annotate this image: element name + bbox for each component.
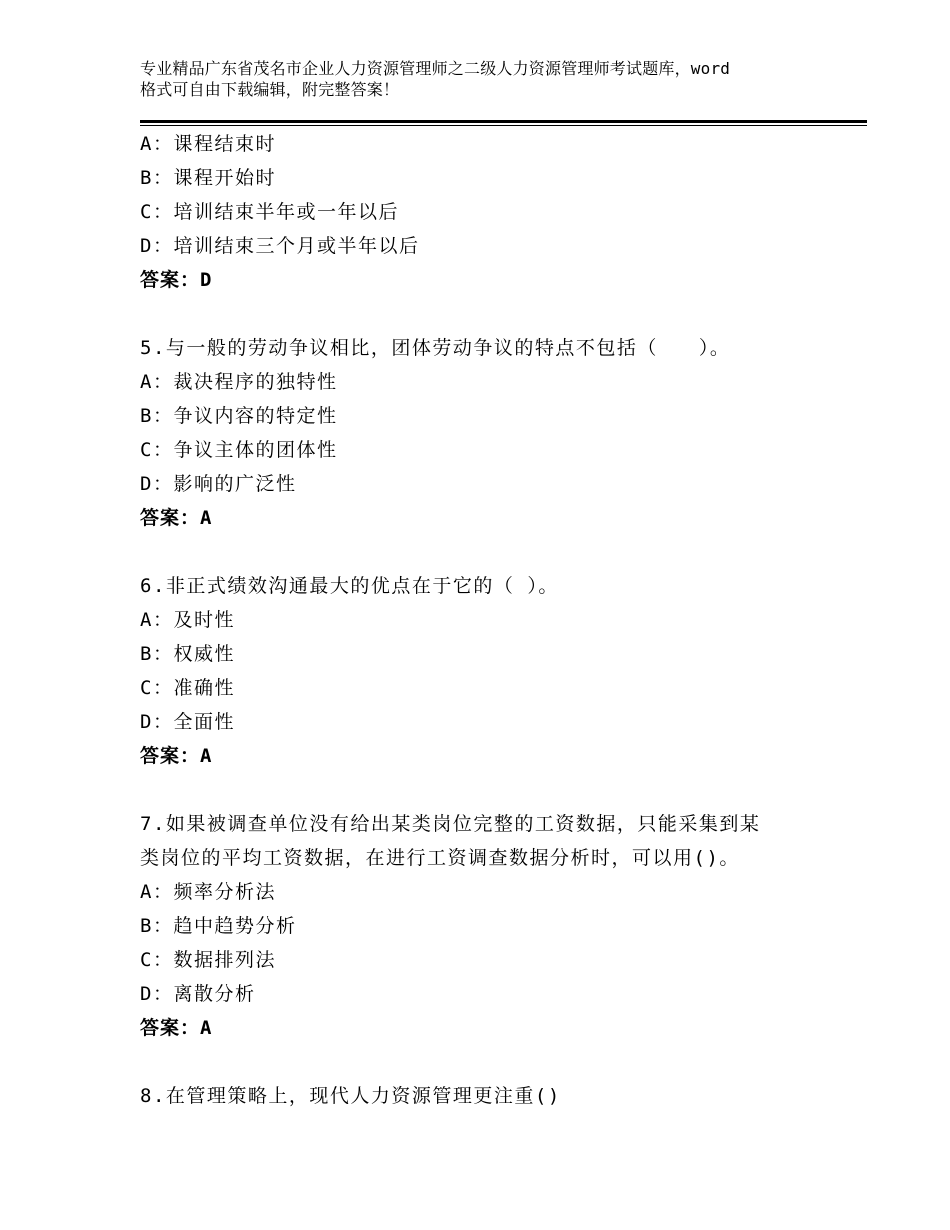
question-list — [140, 127, 840, 1113]
option-c: C：准确性 — [140, 677, 235, 699]
option-d: D：培训结束三个月或半年以后 — [140, 235, 420, 257]
answer: 答案：D — [140, 269, 213, 291]
question-text: 6.非正式绩效沟通最大的优点在于它的（ ）。 — [140, 575, 559, 597]
option-a: A：频率分析法 — [140, 881, 276, 903]
option-a: A：课程结束时 — [140, 133, 276, 155]
spacer — [140, 1045, 840, 1079]
question-5 — [140, 331, 840, 535]
question-text-line-2: 类岗位的平均工资数据，在进行工资调查数据分析时，可以用()。 — [140, 847, 740, 869]
option-d: D：全面性 — [140, 711, 235, 733]
question-text: 5.与一般的劳动争议相比，团体劳动争议的特点不包括（ ）。 — [140, 337, 731, 359]
answer: 答案：A — [140, 1017, 213, 1039]
option-c: C：数据排列法 — [140, 949, 276, 971]
header-line-1: 专业精品广东省茂名市企业人力资源管理师之二级人力资源管理师考试题库，word — [140, 59, 731, 78]
question-text: 8.在管理策略上，现代人力资源管理更注重() — [140, 1085, 561, 1107]
option-c: C：争议主体的团体性 — [140, 439, 338, 461]
question-6 — [140, 569, 840, 773]
option-b: B：权威性 — [140, 643, 235, 665]
option-d: D：离散分析 — [140, 983, 256, 1005]
answer: 答案：A — [140, 507, 213, 529]
spacer — [140, 297, 840, 331]
header-divider-thin — [140, 125, 867, 126]
question-text-line-1: 7.如果被调查单位没有给出某类岗位完整的工资数据，只能采集到某 — [140, 813, 761, 835]
header-line-2: 格式可自由下载编辑，附完整答案！ — [140, 80, 400, 99]
option-a: A：及时性 — [140, 609, 235, 631]
spacer — [140, 773, 840, 807]
question-7 — [140, 807, 840, 1045]
document-header — [140, 58, 840, 100]
option-d: D：影响的广泛性 — [140, 473, 297, 495]
spacer — [140, 535, 840, 569]
option-b: B：趋中趋势分析 — [140, 915, 297, 937]
question-4 — [140, 127, 840, 297]
answer: 答案：A — [140, 745, 213, 767]
option-a: A：裁决程序的独特性 — [140, 371, 338, 393]
option-b: B：课程开始时 — [140, 167, 276, 189]
option-b: B：争议内容的特定性 — [140, 405, 338, 427]
header-divider-thick — [140, 120, 867, 123]
question-8 — [140, 1079, 840, 1113]
option-c: C：培训结束半年或一年以后 — [140, 201, 399, 223]
